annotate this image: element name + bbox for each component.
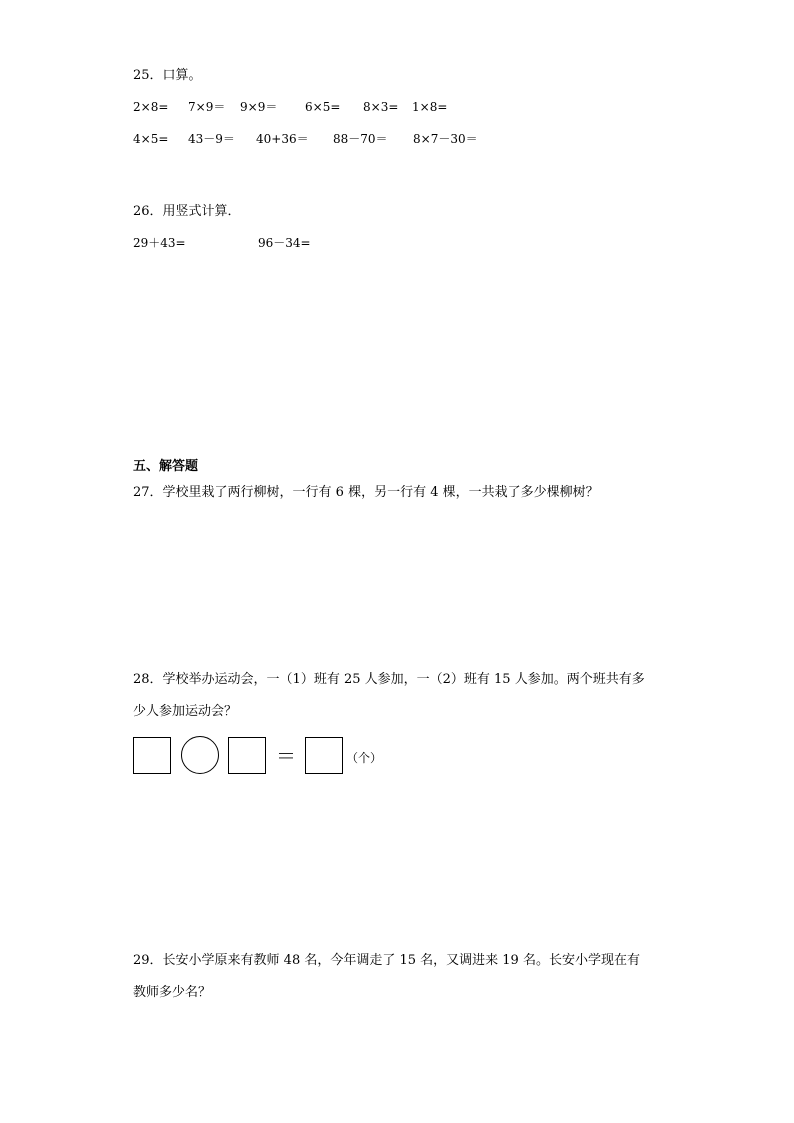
vertical-calc-item: 29＋43= bbox=[133, 236, 186, 250]
question-26-title: 26．用竖式计算． bbox=[133, 204, 241, 219]
oral-calc-item: 8×3= bbox=[363, 100, 399, 114]
equals-sign: ＝ bbox=[276, 744, 296, 768]
oral-calc-item: 6×5= bbox=[305, 100, 341, 114]
operator-circle[interactable] bbox=[181, 736, 219, 774]
oral-calc-item: 1×8= bbox=[412, 100, 448, 114]
answer-box-1[interactable] bbox=[133, 737, 171, 774]
answer-box-result[interactable] bbox=[305, 737, 343, 774]
answer-box-2[interactable] bbox=[228, 737, 266, 774]
oral-calc-item: 2×8= bbox=[133, 100, 169, 114]
oral-calc-item: 7×9＝ bbox=[188, 100, 226, 114]
oral-calc-item: 9×9＝ bbox=[240, 100, 278, 114]
question-29-line-2: 教师多少名？ bbox=[133, 985, 212, 1000]
question-28-line-2: 少人参加运动会？ bbox=[133, 704, 238, 719]
vertical-calc-item: 96－34= bbox=[258, 236, 311, 250]
oral-calc-item: 88－70＝ bbox=[333, 132, 388, 146]
section-heading: 五、解答题 bbox=[133, 459, 199, 474]
oral-calc-item: 8×7－30＝ bbox=[413, 132, 478, 146]
question-29-line-1: 29．长安小学原来有教师 48 名，今年调走了 15 名，又调进来 19 名。长安小学现在有 bbox=[133, 953, 640, 968]
question-27-text: 27．学校里栽了两行柳树，一行有 6 棵，另一行有 4 棵，一共栽了多少棵柳树？ bbox=[133, 485, 599, 500]
oral-calc-item: 43－9＝ bbox=[188, 132, 235, 146]
oral-calc-item: 40+36＝ bbox=[256, 132, 309, 146]
question-25-title: 25．口算。 bbox=[133, 68, 202, 83]
question-28-line-1: 28．学校举办运动会，一（1）班有 25 人参加，一（2）班有 15 人参加。两个班共有多 bbox=[133, 672, 645, 687]
unit-label: （个） bbox=[346, 751, 383, 765]
oral-calc-item: 4×5= bbox=[133, 132, 169, 146]
